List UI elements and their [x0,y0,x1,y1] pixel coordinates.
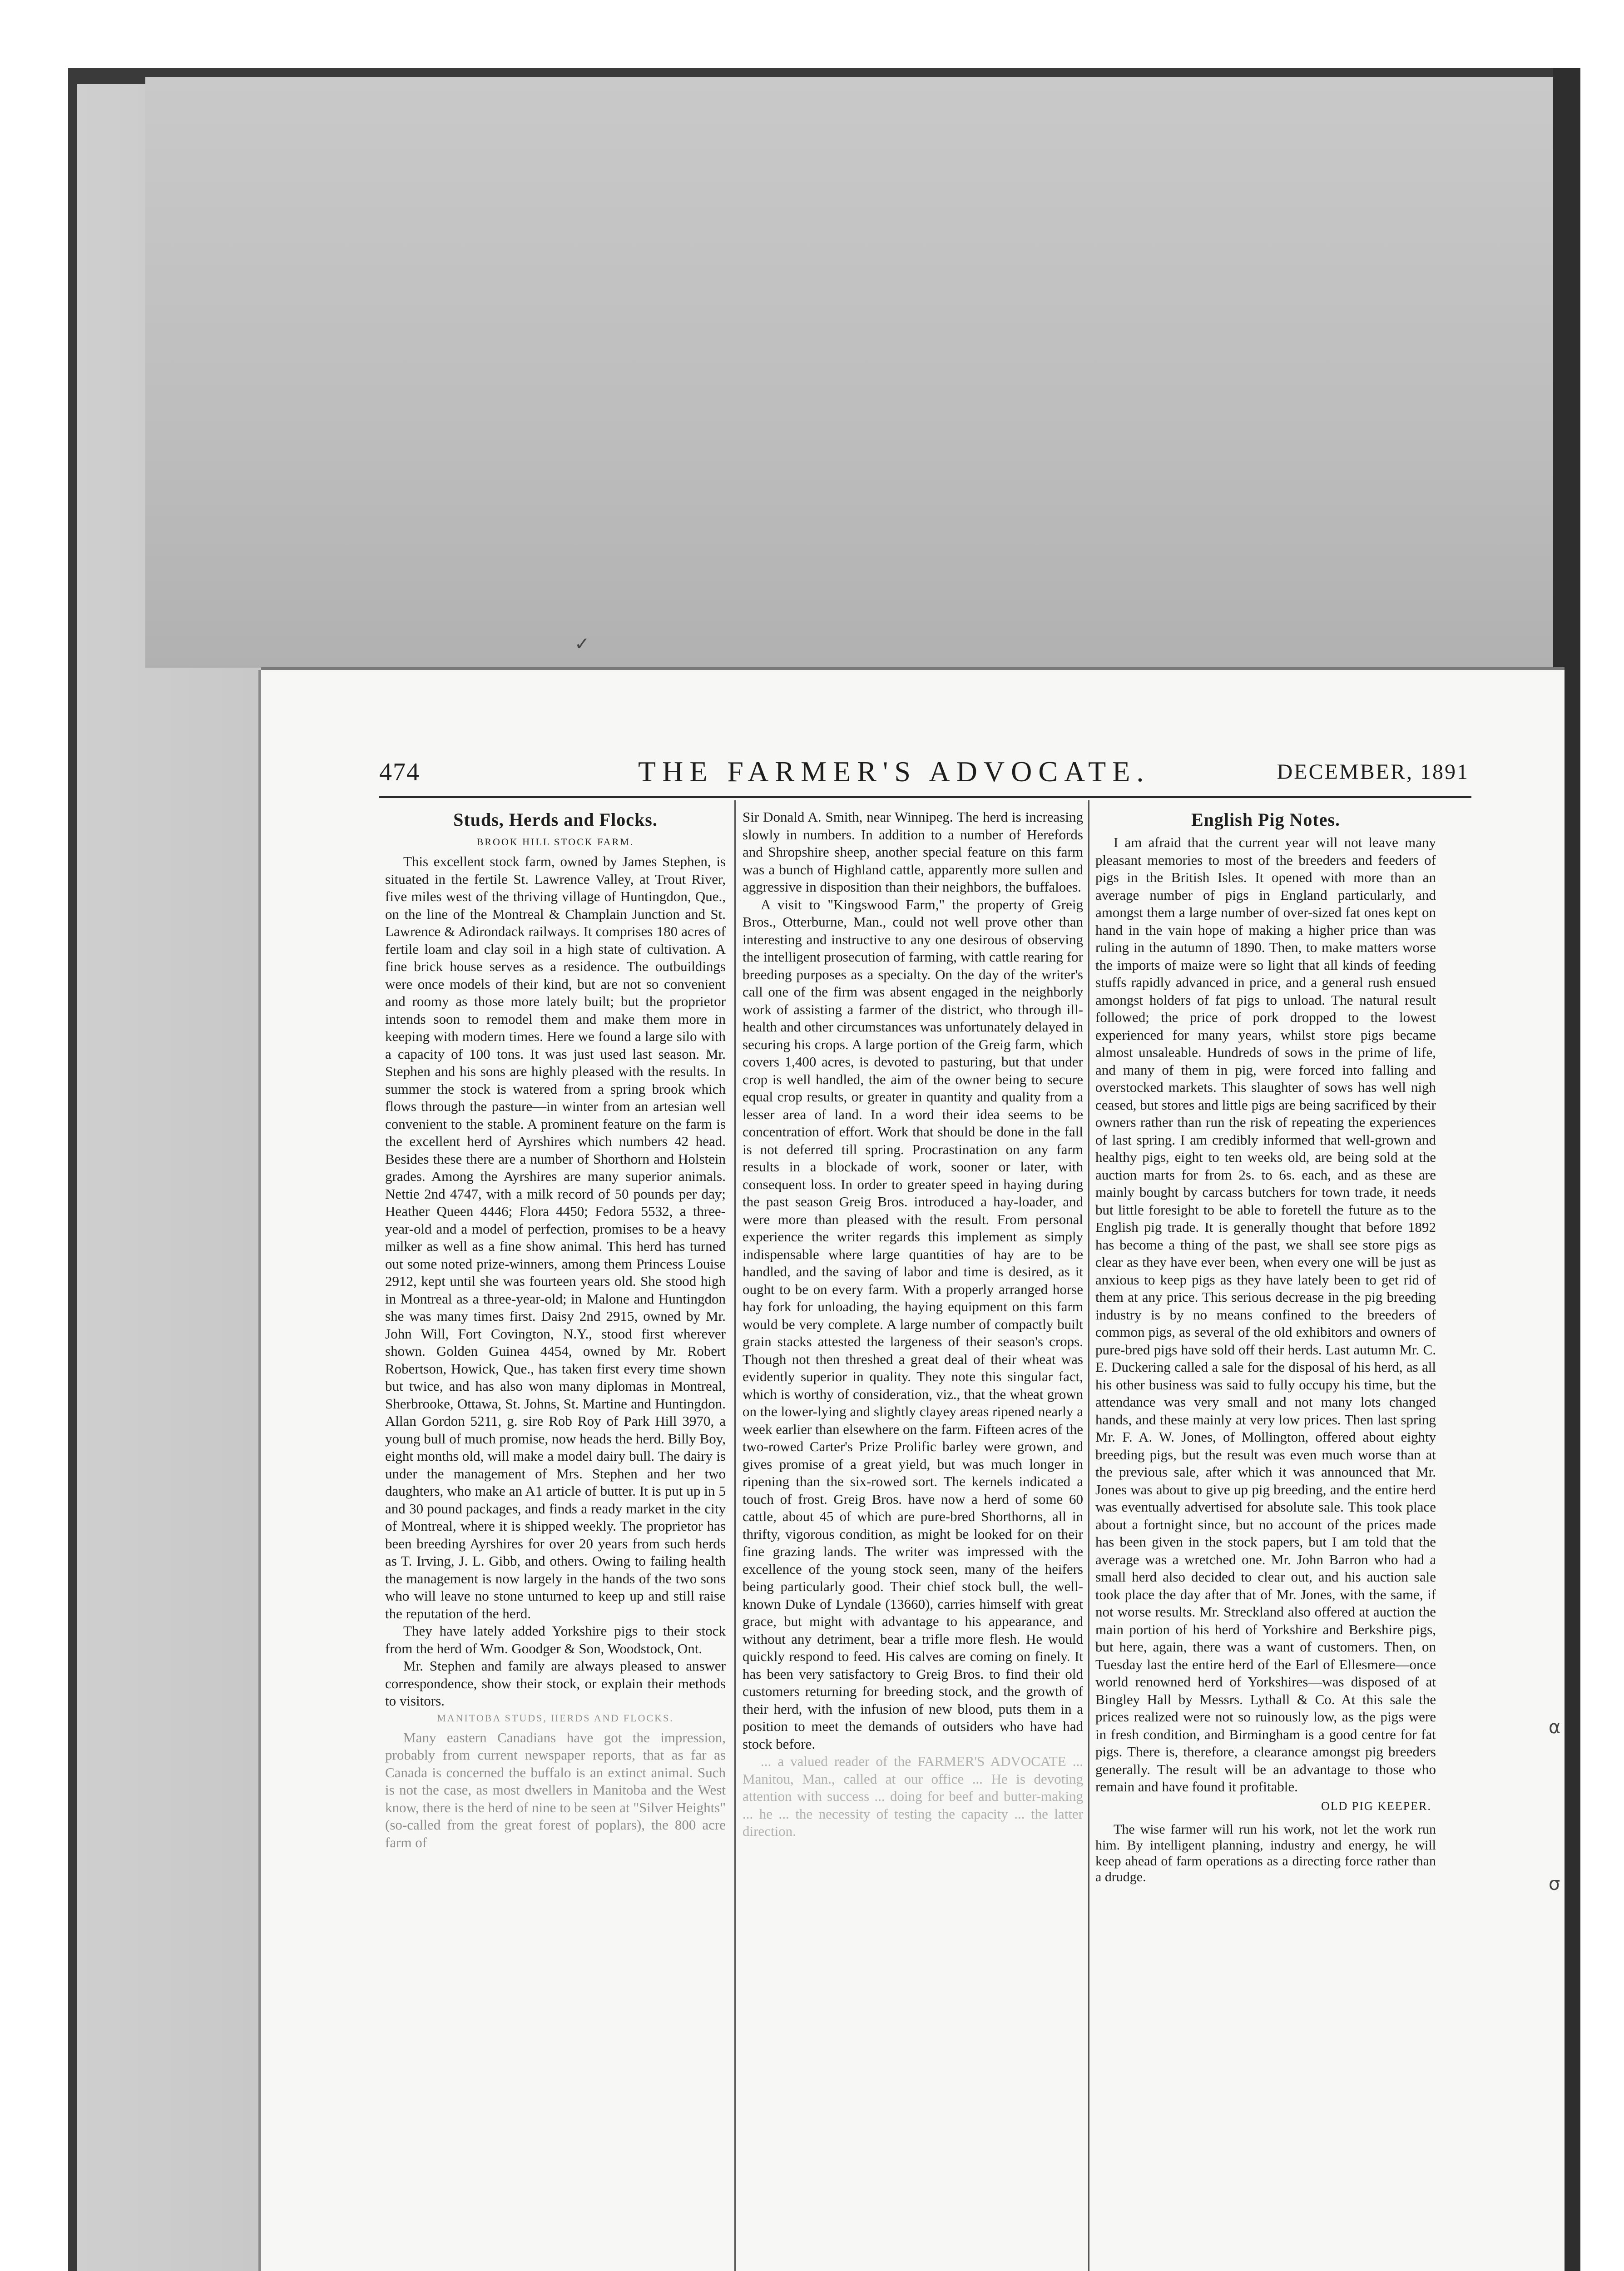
article-paragraph: I am afraid that the current year will not leave many pleasant memories to most of the breeders and feeders of pigs in the British Isles. It opened with more than an average number of pigs in England particularly, and amongst them a large number of over-sized fat ones kept on hand in the vain hope of making a higher price than was ruling in the autumn of 1890. Then, to make matters worse the imports of maize were so light that all kinds of feeding stuffs rapidly advanced in price, and a general rush ensued amongst holders of fat pigs to unload. The natural result followed; the price of pork dropped to the lowest experienced for many years, whilst store pigs became almost unsaleable. Hundreds of sows in the prime of life, and many of them in pig, were forced into falling and overstocked markets. This slaughter of sows has well nigh ceased, but stores and little pigs are being sacrificed by their owners rather than run the risk of repeating the experiences of last spring. I am credibly informed that well-grown and healthy pigs, eight to ten weeks old, are being sold at the auction marts for from 2s. to 6s. each, and as these are mainly bought by carcass butchers for town trade, it needs but little foresight to be able to foretell the future as to the English pig trade. It is generally thought that before 1892 has become a thing of the past, we shall see store pigs as clear as they have ever been, when every one will be just as anxious to keep pigs as they have lately been to get rid of them at any price. This serious decrease in the pig breeding industry is by no means confined to the breeders of common pigs, as several of the old exhibitors and owners of pure-bred pigs have sold off their herds. Last autumn Mr. C. E. Duckering called a sale for the disposal of his herd, as all his other business was said to fully occupy his time, but the attendance was very small and not many lots changed hands, and these mainly at very low prices. Then last spring Mr. F. A. W. Jones, of Mollington, offered about eighty breeding pigs, but the result was even much worse than at the previous sale, after which it was announced that Mr. Jones was about to give up pig breeding, and the entire herd was eventually advertised for absolute sale. This took place about a fortnight since, but no account of the prices made has been given in the stock papers, but I am told that the average was a wretched one. Mr. John Barron who had a small herd also decided to clear out, and his auction sale took place the day after that of Mr. Jones, with the same, if not worse results. Mr. Streckland also offered at auction the main portion of his herd of Yorkshire and Berkshire pigs, but here, again, there was a want of customers. Then, on Tuesday last the entire herd of the Earl of Ellesmere—once world renowned herd of Yorkshires—was disposed of at Bingley Hall by Messrs. Lythall & Co. At this sale the prices realized were not so ruinously low, as the pigs were in fresh condition, and Birmingham is a good centre for fat pigs. There is, therefore, a clearance amongst pig breeders generally. The result will be an advantage to those who remain and have found it profitable. [1095,834,1436,1795]
column-divider [734,800,736,2271]
column-middle [743,808,1083,2271]
page-number: 474 [379,758,420,786]
article-title: Studs, Herds and Flocks. [453,809,658,830]
author-signature: OLD PIG KEEPER. [1321,1799,1431,1813]
article-title: English Pig Notes. [1191,809,1341,830]
article-paragraph: ... a valued reader of the FARMER'S ADVOCATE ... Manitou, Man., called at our office ... He is devoting attention with success ... doing for beef and butter-making ... he ... the necessity of testing the capacity ... the latter direction. [743,1753,1083,1839]
issue-date: DECEMBER, 1891 [1277,760,1469,784]
column-right [1095,808,1436,2271]
article-paragraph: Mr. Stephen and family are always pleased to answer correspondence, show their stock, or explain their methods to visitors. [385,1658,726,1709]
article-paragraph: They have lately added Yorkshire pigs to their stock from the herd of Wm. Goodger & Son, Woodstock, Ont. [385,1623,726,1656]
article-paragraph: This excellent stock farm, owned by James Stephen, is situated in the fertile St. Lawrence Valley, at Trout River, five miles west of the thriving village of Huntingdon, Que., on the line of the Montreal & Champlain Junction and St. Lawrence & Adirondack railways. It comprises 180 acres of fertile loam and clay soil in a high state of cultivation. A fine brick house serves as a residence. The outbuildings were once models of their kind, but are not so convenient and roomy as those more lately built; but the proprietor intends soon to remodel them and make them more in keeping with modern times. Here we found a large silo with a capacity of 100 tons. It was just used last season. Mr. Stephen and his sons are highly pleased with the results. In summer the stock is watered from a spring brook which flows through the pasture—in winter from an artesian well convenient to the stable. A prominent feature on the farm is the excellent herd of Ayrshires which numbers 42 head. Besides these there are a number of Shorthorn and Holstein grades. Among the Ayrshires are many superior animals. Nettie 2nd 4747, with a milk record of 50 pounds per day; Heather Queen 4446; Flora 4450; Fedora 5532, a three-year-old and a model of perfection, promises to be a heavy milker as well as a fine show animal. This herd has turned out some noted prize-winners, among them Princess Louise 2912, kept until she was fourteen years old. She stood high in Montreal as a three-year-old; in Malone and Huntingdon she was many times first. Daisy 2nd 2915, owned by Mr. John Will, Fort Covington, N.Y., stood first wherever shown. Golden Guinea 4454, owned by Mr. Robert Robertson, Howick, Que., has taken first every time shown but twice, and has also won many diplomas in Montreal, Sherbrooke, Ottawa, St. Johns, St. Martine and Huntingdon. Allan Gordon 5211, g. sire Rob Roy of Park Hill 3970, a young bull of much promise, now heads the herd. Billy Boy, eight months old, will make a model dairy bull. The dairy is under the management of Mrs. Stephen and her two daughters, who make an A1 article of butter. It is put up in 5 and 30 pound packages, and finds a ready market in the city of Montreal, where it is shipped weekly. The proprietor has been breeding Ayrshires for over 20 years from such herds as T. Irving, J. L. Gibb, and others. Owing to failing health the management is now largely in the hands of the two sons who will leave no stone unturned to keep up and still raise the reputation of the herd. [385,853,726,1621]
article-paragraph: Sir Donald A. Smith, near Winnipeg. The herd is increasing slowly in numbers. In addition to a number of Herefords and Shropshire sheep, another special feature on this farm was a bunch of Highland cattle, apparently more sullen and aggressive in disposition than their neighbors, the buffaloes. [743,809,1083,895]
ink-mark: α [1549,1717,1561,1738]
section-heading: BROOK HILL STOCK FARM. [476,836,634,848]
section-heading: MANITOBA STUDS, HERDS AND FLOCKS. [437,1712,674,1724]
previous-page-leaf [145,77,1580,668]
ink-mark: σ [1549,1874,1560,1894]
article-paragraph: A visit to "Kingswood Farm," the property of Greig Bros., Otterburne, Man., could not well prove other than interesting and instructive to any one desirous of observing the intelligent prosecution of farming, with cattle rearing for breeding purposes as a specialty. On the day of the writer's call one of the firm was absent engaged in the neighborly work of assisting a farmer of the district, who through ill-health and other circumstances was unfortunately delayed in securing his crops. A large portion of the Greig farm, which covers 1,400 acres, is devoted to pasturing, but that under crop is well handled, the aim of the owner being to secure equal crop results, or greater in quantity and quality from a lesser area of land. In a word their idea seems to be concentration of effort. Work that should be done in the fall is not deferred till spring. Procrastination on any farm results in a blockade of work, sooner or later, with consequent loss. In order to greater speed in haying during the past season Greig Bros. introduced a hay-loader, and were more than pleased with the result. From personal experience the writer regards this implement as simply indispensable where large quantities of hay are to be handled, and the saving of labor and time is desired, as it ought to be on every farm. With a properly arranged horse hay fork for unloading, the haying equipment on this farm would be very complete. A large number of compactly built grain stacks attested the largeness of their season's crops. Though not then threshed a great deal of their wheat was evidently superior in quality. They note this singular fact, which is worthy of consideration, viz., that the wheat grown on the lower-lying and slightly clayey areas ripened nearly a week earlier than elsewhere on the farm. Fifteen acres of the two-rowed Carter's Prize Prolific barley were grown, and gives promise of a great yield, but was much longer in ripening than the six-rowed sort. The kernels indicated a touch of frost. Greig Bros. have now a herd of some 60 cattle, about 45 of which are pure-bred Shorthorns, all in thrifty, vigorous condition, as might be looked for on their fine grazing lands. The writer was impressed with the excellence of the young stock seen, many of the heifers being particularly good. Their chief stock bull, the well-known Duke of Lyndale (13660), carries himself with great grace, but might with advantage to his appearance, and without any detriment, bear a trifle more flesh. He would quickly respond to feed. His calves are coming on finely. It has been very satisfactory to Greig Bros. to find their old customers returning for breeding stock, and the growth of their herd, with the infusion of new blood, puts them in a position to meet the demands of outsiders who have had stock before. [743,896,1083,1752]
article-paragraph: Many eastern Canadians have got the impression, probably from current newspaper reports, that as far as Canada is concerned the buffalo is an extinct animal. Such is not the case, as most dwellers in Manitoba and the West know, there is the herd of nine to be seen at "Silver Heights" (so-called from the great forest of poplars), the 800 acre farm of [385,1729,726,1850]
masthead [379,755,1469,789]
article-paragraph: The wise farmer will run his work, not let the work run him. By intelligent planning, industry and energy, he will keep ahead of farm operations as a directing force rather than a drudge. [1095,1822,1436,1884]
header-rule [379,796,1471,798]
column-divider [1088,800,1089,2271]
journal-title: THE FARMER'S ADVOCATE. [638,755,1150,788]
column-left [385,808,726,2271]
ink-mark: ✓ [574,634,590,655]
